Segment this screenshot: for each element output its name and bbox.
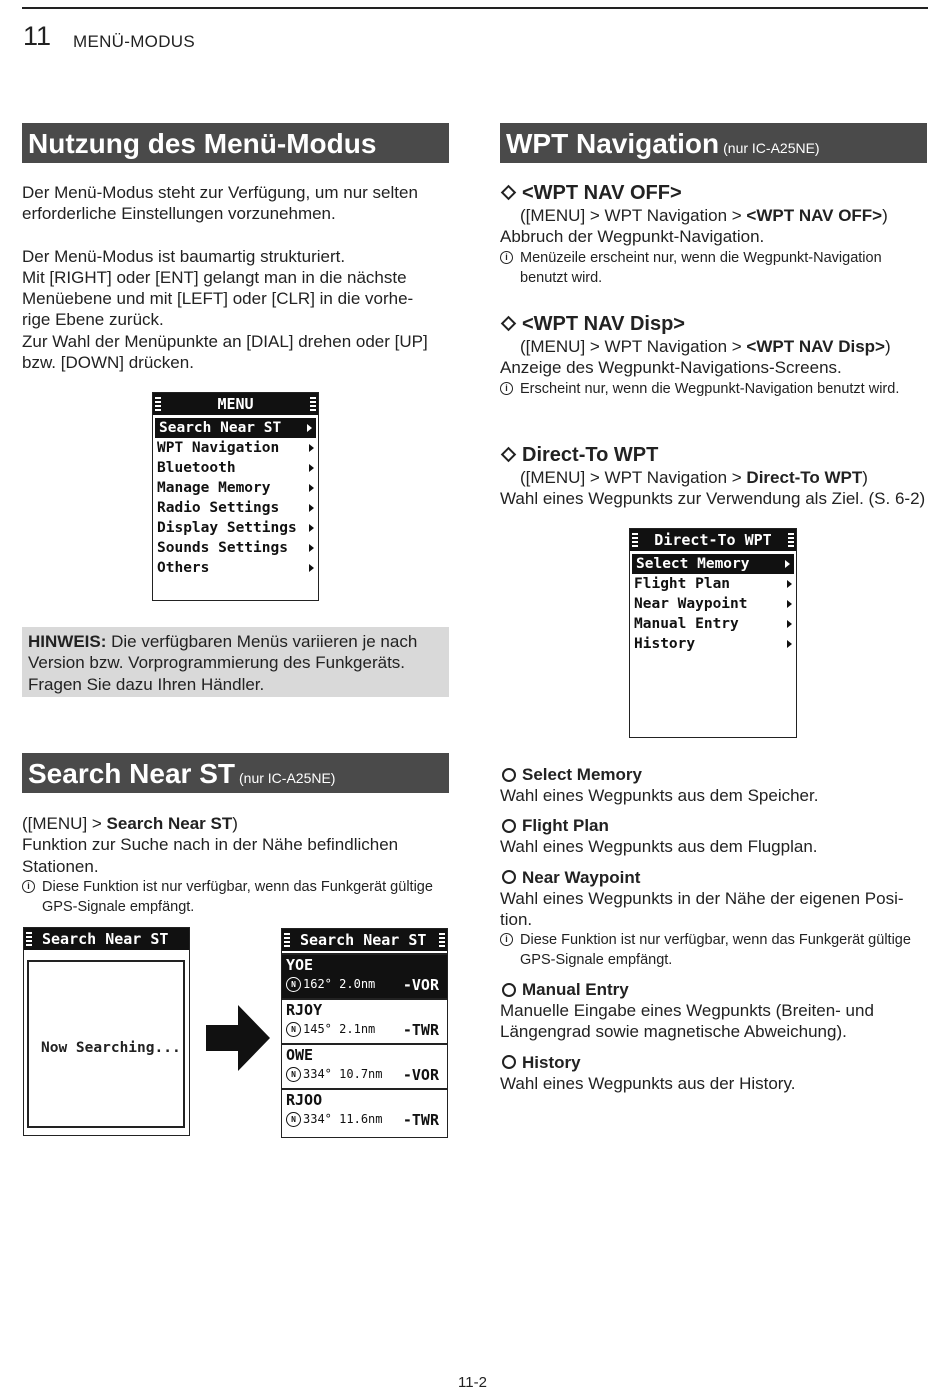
option-heading-text: Flight Plan	[522, 816, 609, 836]
scroll-bars-icon	[26, 932, 32, 946]
diamond-icon	[501, 447, 517, 463]
option-manual-entry	[500, 980, 925, 1043]
station-row	[282, 998, 447, 1043]
scroll-bars-icon	[155, 397, 161, 411]
search-screen-searching	[23, 927, 190, 1136]
option-heading	[500, 765, 925, 785]
path-item: Search Near ST	[106, 814, 233, 833]
info-icon: i	[22, 880, 35, 893]
station-info	[286, 1067, 383, 1082]
arrow-right-icon	[787, 640, 792, 648]
arrow-right-icon	[307, 424, 312, 432]
menu-path	[22, 813, 452, 834]
arrow-right-icon	[309, 464, 314, 472]
station-name: RJOO	[286, 1091, 323, 1109]
circle-icon	[502, 819, 516, 833]
dialog-frame	[27, 960, 185, 1128]
menu-item-history	[630, 634, 796, 654]
arrow-right-icon	[787, 620, 792, 628]
section-title-bar-wpt-navigation	[500, 123, 927, 163]
arrow-right-icon	[309, 564, 314, 572]
station-row	[282, 1043, 447, 1088]
screen-title: MENU	[217, 395, 254, 413]
subheading	[500, 444, 930, 467]
menu-item-label: Others	[157, 560, 210, 576]
section-title: WPT Navigation	[506, 128, 720, 159]
arrow-right-icon	[309, 504, 314, 512]
info-note	[500, 379, 930, 399]
menu-item-flight-plan	[630, 574, 796, 594]
option-description: Wahl eines Wegpunkts in der Nähe der eigenen Posi-tion.	[500, 888, 904, 929]
screen-title: Direct-To WPT	[654, 531, 772, 549]
screen-title-bar	[24, 928, 189, 950]
option-select-memory	[500, 765, 925, 806]
searching-message: Now Searching...	[41, 1040, 181, 1056]
scroll-bars-icon	[788, 533, 794, 547]
menu-item-label: Manual Entry	[634, 616, 739, 632]
menu-item-label: Select Memory	[636, 556, 750, 572]
info-icon: i	[500, 933, 513, 946]
option-heading	[500, 816, 925, 836]
direct-to-wpt-block	[500, 444, 930, 510]
paragraph-line: Der Menü-Modus ist baumartig strukturiert.	[22, 246, 346, 266]
arrow-right-icon	[206, 1005, 270, 1071]
circle-icon	[502, 870, 516, 884]
info-icon: i	[500, 382, 513, 395]
screen-title-bar	[282, 929, 447, 951]
menu-item-label: Manage Memory	[157, 480, 271, 496]
chapter-number: 11	[23, 21, 52, 51]
option-heading-text: Near Waypoint	[522, 867, 641, 887]
arrow-right-icon	[309, 544, 314, 552]
menu-item-search-near-st	[155, 418, 316, 438]
station-name: RJOY	[286, 1001, 323, 1019]
arrow-right-icon	[785, 560, 790, 568]
header-rule	[22, 7, 928, 9]
station-info	[286, 1022, 375, 1037]
circle-icon	[502, 768, 516, 782]
arrow-right-icon	[787, 580, 792, 588]
description: Anzeige des Wegpunkt-Navigations-Screens.	[500, 358, 842, 378]
station-type: -VOR	[402, 976, 439, 994]
menu-item-sounds-settings	[153, 538, 318, 558]
path-suffix: )	[232, 814, 238, 833]
path-prefix: ([MENU] > WPT Navigation >	[520, 206, 747, 225]
diamond-icon	[501, 185, 517, 201]
station-name: OWE	[286, 1046, 314, 1064]
menu-item-label: WPT Navigation	[157, 440, 280, 456]
station-info	[286, 1112, 383, 1127]
option-heading	[500, 868, 925, 888]
north-compass-icon: N	[286, 1112, 301, 1127]
station-type: -TWR	[402, 1021, 439, 1039]
option-description: Manuelle Eingabe eines Wegpunkts (Breiten- und Längengrad sowie magnetische Abweichung).	[500, 1001, 874, 1042]
note-text: Menüzeile erscheint nur, wenn die Wegpunkt-Navigation benutzt wird.	[520, 249, 882, 286]
menu-item-select-memory	[632, 554, 794, 574]
path-suffix: )	[882, 206, 888, 225]
screen-title-bar	[153, 393, 318, 415]
page-number: 11-2	[458, 1374, 487, 1391]
menu-item-radio-settings	[153, 498, 318, 518]
menu-item-others	[153, 558, 318, 578]
path-prefix: ([MENU] > WPT Navigation >	[520, 337, 747, 356]
option-heading	[500, 1053, 925, 1073]
subheading-text: Direct-To WPT	[522, 444, 659, 466]
path-item: <WPT NAV Disp>	[746, 337, 885, 356]
paragraph-line: Menüebene und mit [LEFT] oder [CLR] in die vorhe-	[22, 289, 414, 309]
subheading-text: <WPT NAV Disp>	[522, 313, 685, 335]
option-heading	[500, 980, 925, 1000]
subheading-text: <WPT NAV OFF>	[522, 182, 682, 204]
screen-title-bar	[630, 529, 796, 551]
station-info	[286, 977, 375, 992]
info-note	[500, 930, 920, 970]
section-title-suffix: (nur IC-A25NE)	[239, 770, 336, 786]
scroll-bars-icon	[632, 533, 638, 547]
scroll-bars-icon	[310, 397, 316, 411]
description: Abbruch der Wegpunkt-Navigation.	[500, 227, 765, 247]
station-distance: 2.1nm	[339, 1022, 376, 1036]
note-text: Erscheint nur, wenn die Wegpunkt-Navigation benutzt wird.	[520, 380, 900, 397]
section-title-bar-search-near-st	[22, 753, 449, 793]
menu-item-label: Search Near ST	[159, 420, 282, 436]
screen-title: Search Near ST	[300, 931, 427, 949]
menu-item-label: History	[634, 636, 696, 652]
station-bearing: 334°	[303, 1112, 332, 1126]
menu-path	[500, 205, 930, 226]
station-type: -VOR	[402, 1066, 439, 1084]
paragraph-line: rige Ebene zurück.	[22, 310, 164, 330]
station-name: YOE	[286, 956, 314, 974]
hint-box	[22, 627, 449, 697]
scroll-bars-icon	[439, 933, 445, 947]
menu-item-manual-entry	[630, 614, 796, 634]
station-distance: 2.0nm	[339, 977, 376, 991]
arrow-right-icon	[309, 524, 314, 532]
arrow-right-icon	[309, 484, 314, 492]
option-heading-text: History	[522, 1052, 581, 1072]
diamond-icon	[501, 316, 517, 332]
option-heading-text: Select Memory	[522, 765, 642, 784]
paragraph-line: Mit [RIGHT] oder [ENT] gelangt man in die nächste	[22, 267, 407, 287]
chapter-title: MENÜ-MODUS	[73, 32, 195, 51]
station-row	[282, 953, 447, 998]
option-near-waypoint	[500, 868, 925, 971]
scroll-bars-icon	[284, 933, 290, 947]
hint-body: Die verfügbaren Menüs variieren je nach Version bzw. Vorprogrammierung des Funkgeräts. Fragen Sie dazu Ihren Händler.	[28, 632, 418, 694]
path-suffix: )	[862, 468, 868, 487]
option-description: Wahl eines Wegpunkts aus dem Flugplan.	[500, 837, 818, 857]
wpt-nav-disp-block	[500, 313, 930, 399]
subheading	[500, 182, 930, 205]
menu-item-label: Near Waypoint	[634, 596, 748, 612]
option-description: Wahl eines Wegpunkts aus dem Speicher.	[500, 786, 819, 805]
section-title-bar-menu-mode	[22, 123, 449, 163]
path-prefix: ([MENU] > WPT Navigation >	[520, 468, 747, 487]
menu-mode-intro	[22, 182, 452, 373]
station-distance: 11.6nm	[339, 1112, 383, 1126]
north-compass-icon: N	[286, 1022, 301, 1037]
option-heading-text: Manual Entry	[522, 980, 629, 1000]
option-history	[500, 1053, 925, 1094]
hint-label: HINWEIS:	[28, 632, 107, 651]
station-bearing: 145°	[303, 1022, 332, 1036]
search-near-st-text	[22, 813, 452, 917]
menu-item-manage-memory	[153, 478, 318, 498]
option-description: Wahl eines Wegpunkts aus der History.	[500, 1073, 796, 1093]
north-compass-icon: N	[286, 977, 301, 992]
station-bearing: 162°	[303, 977, 332, 991]
arrow-right-icon	[787, 600, 792, 608]
menu-screen	[152, 392, 319, 601]
menu-item-label: Flight Plan	[634, 576, 731, 592]
section-title: Search Near ST	[28, 758, 235, 789]
option-flight-plan	[500, 816, 925, 857]
direct-to-options	[500, 765, 925, 1094]
direct-to-screen	[629, 528, 797, 738]
station-row	[282, 1088, 447, 1133]
path-prefix: ([MENU] >	[22, 814, 107, 833]
circle-icon	[502, 1055, 516, 1069]
wpt-nav-off-block	[500, 182, 930, 288]
subheading	[500, 313, 930, 336]
description: Funktion zur Suche nach in der Nähe befindlichen Stationen.	[22, 835, 399, 876]
section-title-suffix: (nur IC-A25NE)	[723, 140, 820, 156]
station-distance: 10.7nm	[339, 1067, 383, 1081]
section-title: Nutzung des Menü-Modus	[28, 128, 377, 159]
info-note	[500, 248, 930, 288]
paragraph-line: Zur Wahl der Menüpunkte an [DIAL] drehen oder [UP]	[22, 331, 428, 351]
path-item: <WPT NAV OFF>	[746, 206, 883, 225]
menu-item-wpt-navigation	[153, 438, 318, 458]
north-compass-icon: N	[286, 1067, 301, 1082]
path-suffix: )	[884, 337, 891, 356]
note-text: Diese Funktion ist nur verfügbar, wenn das Funkgerät gültige GPS-Signale empfängt.	[520, 932, 911, 969]
info-icon: i	[500, 251, 513, 264]
circle-icon	[502, 983, 516, 997]
paragraph: Der Menü-Modus steht zur Verfügung, um nur selten erforderliche Einstellungen vorzunehmen.	[22, 183, 418, 224]
menu-item-bluetooth	[153, 458, 318, 478]
menu-path	[500, 467, 930, 488]
hint-text	[28, 631, 443, 695]
station-type: -TWR	[402, 1111, 439, 1129]
menu-item-display-settings	[153, 518, 318, 538]
info-note	[22, 877, 442, 917]
description: Wahl eines Wegpunkts zur Verwendung als Ziel. (S. 6-2)	[500, 489, 926, 509]
menu-path	[500, 336, 930, 357]
paragraph-line: bzw. [DOWN] drücken.	[22, 353, 194, 373]
menu-item-label: Display Settings	[157, 520, 297, 536]
path-item: Direct-To WPT	[746, 468, 863, 487]
menu-item-label: Sounds Settings	[157, 540, 288, 556]
note-text: Diese Funktion ist nur verfügbar, wenn das Funkgerät gültige GPS-Signale empfängt.	[42, 878, 433, 915]
menu-item-label: Radio Settings	[157, 500, 280, 516]
menu-item-label: Bluetooth	[157, 460, 236, 476]
screen-title: Search Near ST	[42, 930, 169, 948]
menu-item-near-waypoint	[630, 594, 796, 614]
search-screen-results	[281, 928, 448, 1138]
arrow-right-icon	[309, 444, 314, 452]
station-bearing: 334°	[303, 1067, 332, 1081]
